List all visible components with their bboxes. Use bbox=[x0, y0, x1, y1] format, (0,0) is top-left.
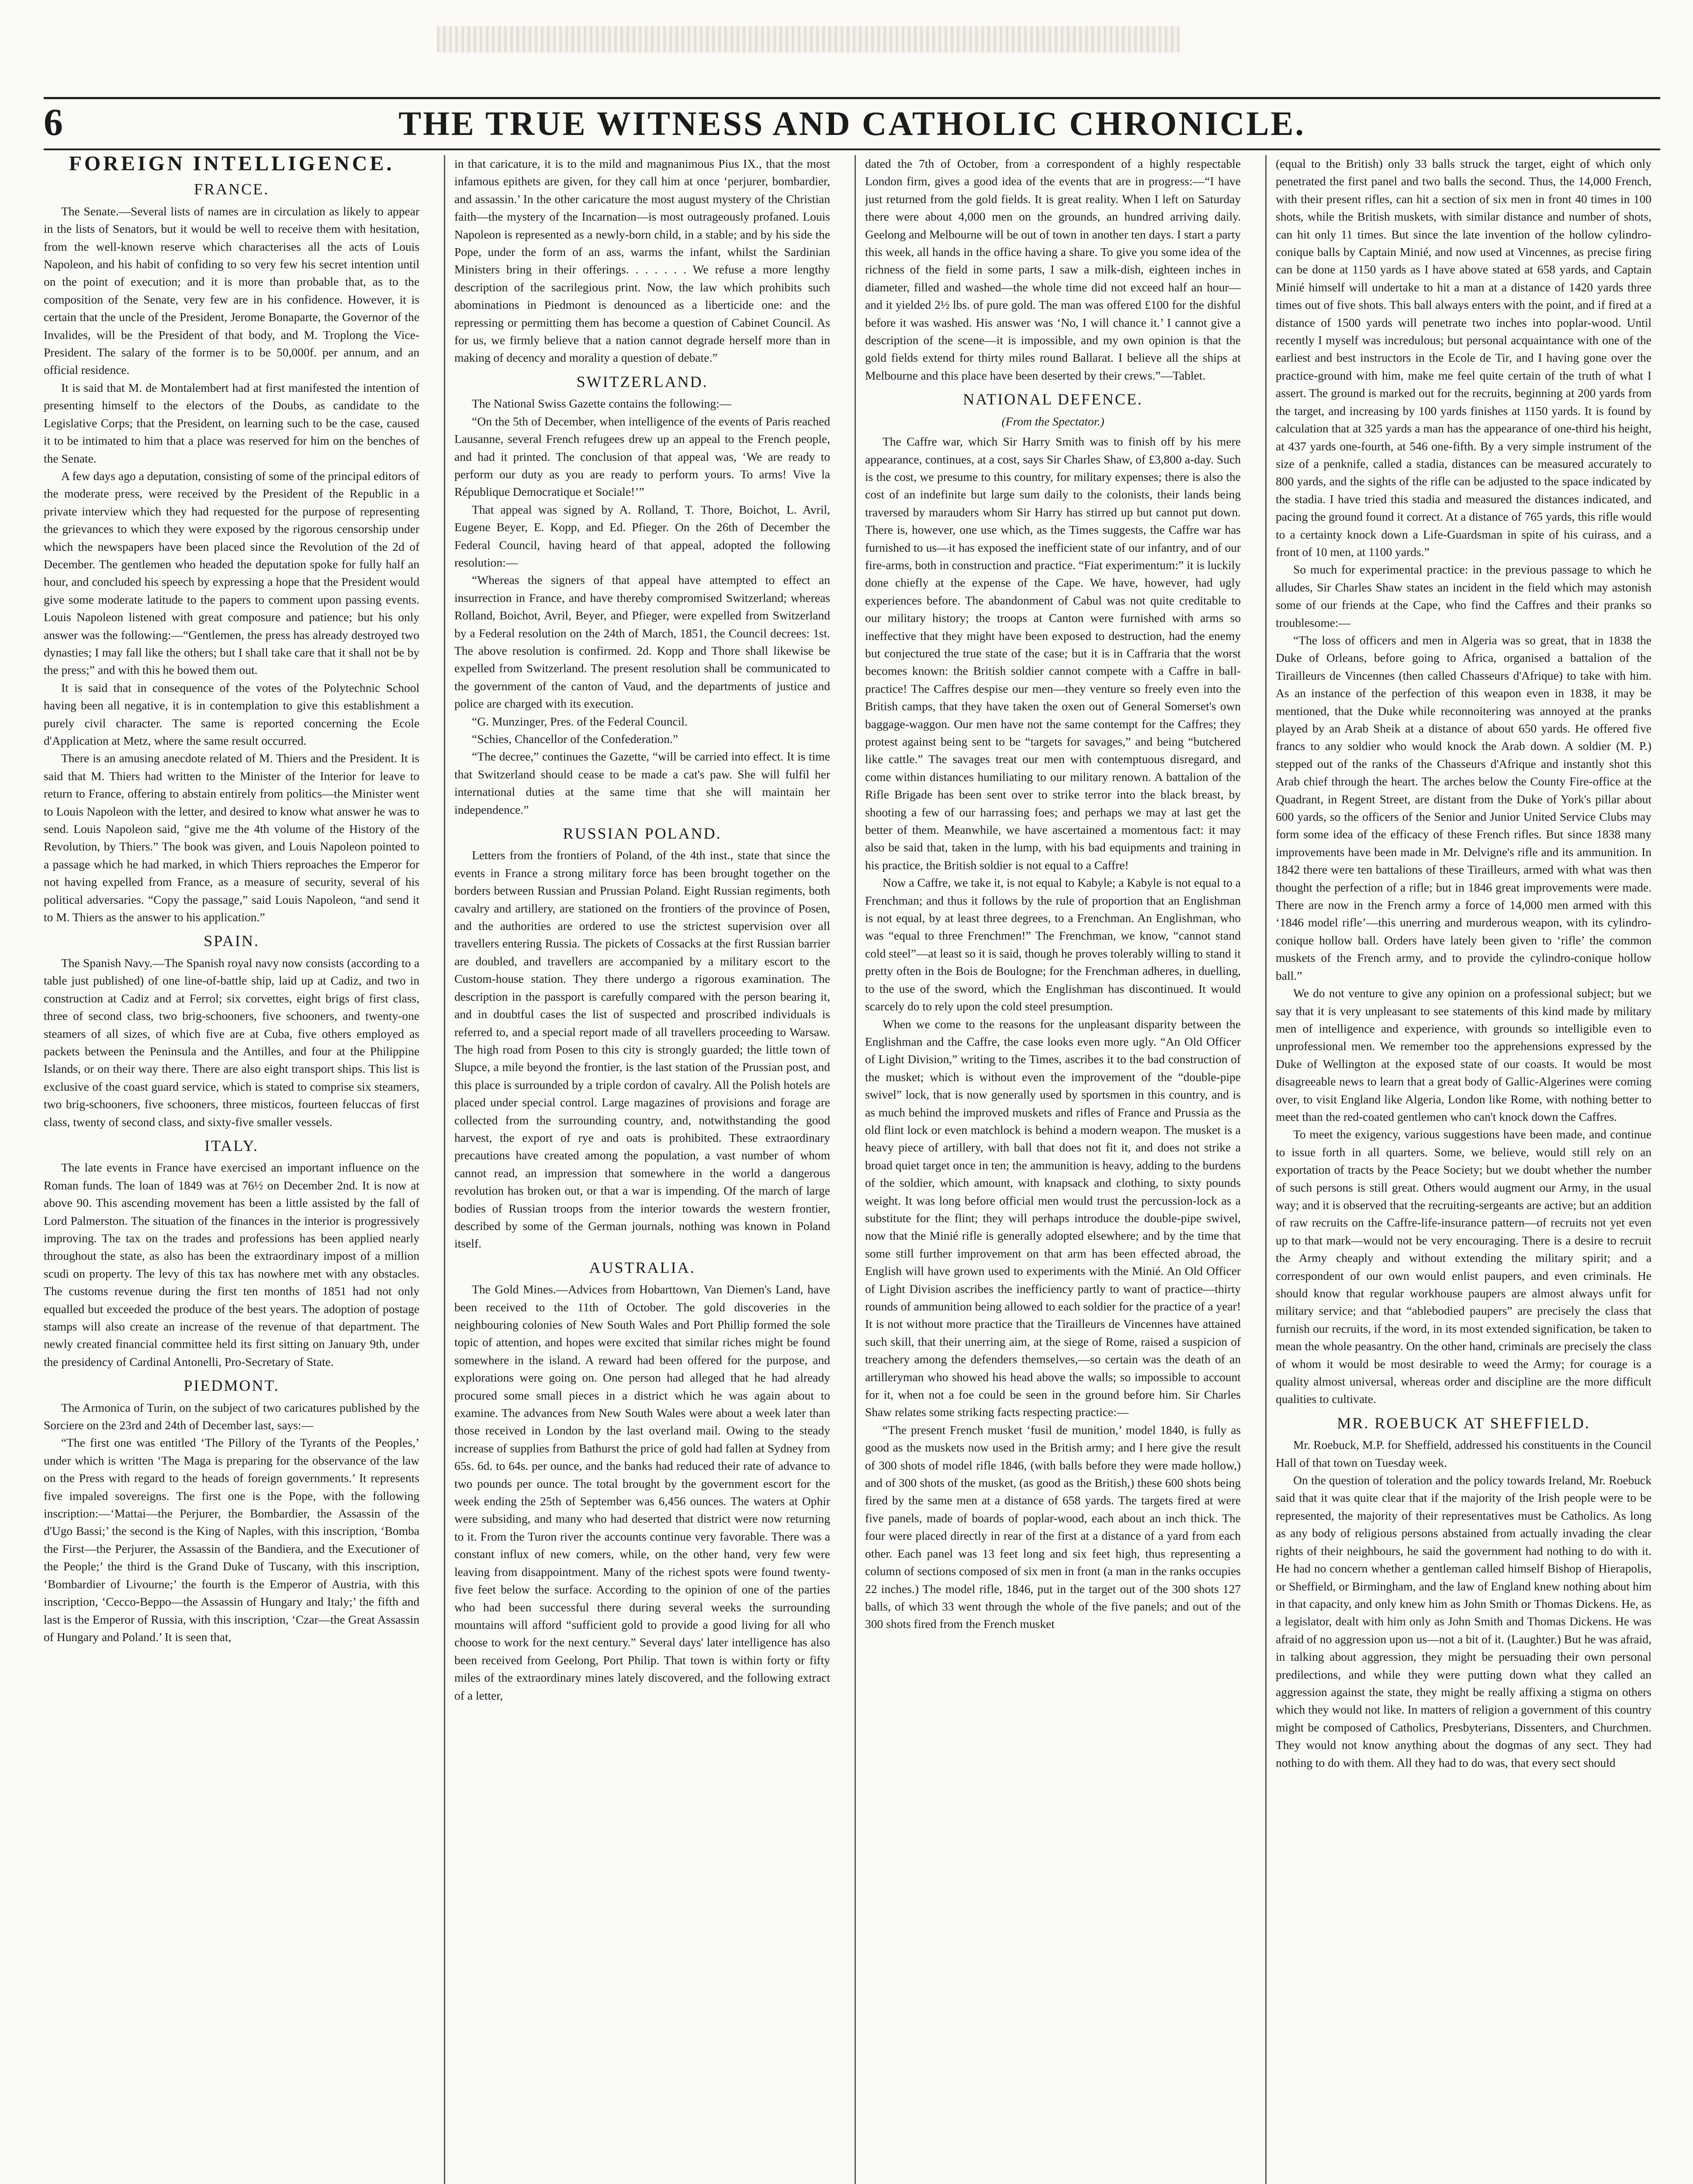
article-heading: FRANCE. bbox=[194, 180, 270, 198]
article-heading: SPAIN. bbox=[204, 932, 260, 950]
running-head: THE TRUE WITNESS AND CATHOLIC CHRONICLE. bbox=[398, 104, 1305, 142]
paragraph: So much for experimental practice: in the previous passage to which he alludes, Sir Charles Shaw states an incident in the field which may astonish some of our friends at the Cape, who find the Caffres and their pranks so troublesome:— bbox=[1276, 563, 1651, 629]
paragraph: Now a Caffre, we take it, is not equal to Kabyle; a Kabyle is not equal to a Frenchman; and thus it follows by the rule of proportion that an Englishman is not equal, by at least three degrees, to a Frenchman. An Englishman, who was “equal to three Frenchmen!” The Frenchman, we know, “cannot stand cold steel”—at least so it is said, though he proves tolerably willing to stand it pretty often in the Bois de Boulogne; for the Frenchman adheres, in duelling, to the use of the sword, which the Englishman has discontinued. It would scarcely do to rely upon the cold steel presumption. bbox=[865, 876, 1241, 1013]
paragraph: “The present French musket ‘fusil de munition,’ model 1840, is fully as good as the muskets now used in the British army; and I here give the result of 300 shots of model rifle 1846, (with balls before they were made hollow,) and of 300 shots of the musket, (as good as the British,) these 600 shots being fired by the same men at a distance of 658 yards. The targets fired at were five panels, made of boards of poplar-wood, each about an inch thick. The four were placed directly in rear of the first at a distance of a yard from each other. Each panel was 13 feet long and six feet high, thus representing a column of sections composed of six men in front (a man in the ranks occupies 22 inches.) The model rifle, 1846, put in the target out of the 300 shots 127 balls, of which 33 went through the whole of the five panels; and out of the 300 shots fired from the French musket bbox=[865, 1423, 1241, 1631]
paragraph: The Caffre war, which Sir Harry Smith was to finish off by his mere appearance, continues, at a cost, says Sir Charles Shaw, of £3,800 a-day. Such is the cost, we presume to this country, for military expenses; there is also the cost of an indefinite but large sum daily to the colonists, their lands being traversed by marauders whom Sir Harry has stirred up but cannot put down. There is, however, one use which, as the Times suggests, the Caffre war has furnished to us—it has exposed the inefficient state of our infantry, and of our fire-arms, both in construction and practice. “Fiat experimentum:” it is luckily done chiefly at the expense of the Cape. We have, however, had ugly experiences before. The abandonment of Cabul was not quite creditable to our military history; the troops at Canton were furnished with arms so ineffective that they might have been exposed to destruction, had the enemy but conjectured the true state of the case; but it is in Caffraria that the worst becomes known: the British soldier cannot compete with a Caffre in ball-practice! The Caffres despise our men—they venture so freely even into the British camps, that they have taken the oxen out of General Somerset's own baggage-waggon. Our men have not the same contempt for the Caffres; they protest against being sent to be “targets for savages,” and being “butchered like cattle.” The savages treat our men with contemptuous disregard, and come within distances humiliating to our military renown. A battalion of the Rifle Brigade has been sent over to strike terror into the black breast, by shooting a few of our harrassing foes; and perhaps we may at last get the better of them. Meanwhile, we have ascertained a momentous fact: it may also be said that, taken in the lump, with his bad equipments and training in his practice, the British soldier is not equal to a Caffre! bbox=[865, 435, 1241, 872]
article-source: (From the Spectator.) bbox=[1001, 414, 1104, 428]
paragraph: “The decree,” continues the Gazette, “will be carried into effect. It is time that Switzerland should cease to be made a cat's paw. She will fulfil her international duties at the same time that she will maintain her independence.” bbox=[454, 750, 830, 816]
paragraph: Letters from the frontiers of Poland, of the 4th inst., state that since the events in France a strong military force has been brought together on the borders between Russian and Prussian Poland. Eight Russian regiments, both cavalry and artillery, are stationed on the frontiers of the province of Posen, and the authorities are ordered to use the strictest supervision over all travellers entering Russia. The pickets of Cossacks at the first Russian barrier are doubled, and travellers are accompanied by a military escort to the Custom-house station. They there undergo a rigorous examination. The description in the passport is carefully compared with the person bearing it, and in doubtful cases the list of suspected and proscribed individuals is referred to, and a special report made of all travellers proceeding to Warsaw. The high road from Posen to this city is strongly guarded; the little town of Slupce, a mile beyond the frontier, is the last station of the Prussian post, and this place is surrounded by a triple cordon of cavalry. All the Polish hotels are placed under special control. Large magazines of provisions and forage are collected from the surrounding country, and, notwithstanding the good harvest, the export of rye and oats is prohibited. These extraordinary precautions have created among the population, a vast number of whom cannot read, an impression that somewhere in the world a dangerous revolution has broken out, or that a war is impending. Of the march of large bodies of Russian troops from the interior towards the western frontier, described by some of the German journals, nothing was known in Poland itself. bbox=[454, 848, 830, 1251]
paragraph: It is said that M. de Montalembert had at first manifested the intention of presenting himself to the electors of the Doubs, as candidate to the Legislative Corps; that the President, on learning such to be the case, caused it to be intimated to him that a place was reserved for him on the benches of the Senate. bbox=[44, 380, 419, 465]
paragraph: There is an amusing anecdote related of M. Thiers and the President. It is said that M. Thiers had written to the Minister of the Interior for leave to return to France, offering to abstain entirely from politics—the Minister went to Louis Napoleon with the letter, and desired to know what answer he was to send. Louis Napoleon said, “give me the 4th volume of the History of the Revolution, by Thiers.” The book was given, and Louis Napoleon pointed to a passage which he had marked, in which Thiers reproaches the Emperor for not having expelled from France, as a measure of security, several of his political adversaries. “Copy the passage,” said Louis Napoleon, “and send it to M. Thiers as the answer to his application.” bbox=[44, 751, 419, 924]
article-heading: SWITZERLAND. bbox=[576, 373, 708, 390]
paragraph: A few days ago a deputation, consisting of some of the principal editors of the moderate press, were received by the President of the Republic in a private interview which they had requested for the purpose of representing the grievances to which they were exposed by the rigorous censorship under which the newspapers have been placed since the Revolution of the 2d of December. The gentlemen who headed the deputation spoke for fully half an hour, and concluded his speech by expressing a hope that the President would give some moderate latitude to the papers to comment upon passing events. Louis Napoleon listened with great composure and patience; but his only answer was the following:—“Gentlemen, the press has already destroyed two dynasties; I may fall like the others; but I shall take care that it shall not be by the press;” and with this he bowed them out. bbox=[44, 469, 419, 677]
column-4 bbox=[1276, 155, 1651, 2184]
paragraph: (equal to the British) only 33 balls struck the target, eight of which only penetrated the first panel and two balls the second. Thus, the 14,000 French, with their present rifles, can hit a section of six men in front 40 times in 100 shots, while the British muskets, with similar distance and number of shots, can hit only 11 times. But since the late invention of the hollow cylindro-conique balls by Captain Minié, and now used at Vincennes, as precise firing can be done at 1150 yards as I have above stated at 658 yards, and Captain Minié himself will undertake to hit a man at a distance of 1420 yards three times out of five shots. This ball always enters with the point, and if fired at a distance of 1500 yards will penetrate two inches into poplar-wood. Until recently I myself was incredulous; but personal acquaintance with one of the earliest and best instructors in the Ecole de Tir, and I having gone over the practice-ground with him, make me feel quite certain of the truth of what I assert. The ground is marked out for the recruits, beginning at 200 yards from the target, and increasing by 100 yards finishes at 1150 yards. It is found by calculation that at 325 yards a man has the appearance of one-third his height, at 437 yards one-fourth, at 546 one-fifth. By a very simple instrument of the size of a penknife, called a stadia, distances can be measured accurately to 800 yards, and the sights of the rifle can be adjusted to the space indicated by the stadia. I have tried this stadia and measured the distances indicated, and pacing the ground found it correct. At a distance of 765 yards, this rifle would to a certainty knock down a Life-Guardsman in spite of his cuirass, and a front of 10 men, at 1100 yards.” bbox=[1276, 157, 1651, 559]
column-3 bbox=[865, 155, 1241, 2184]
paragraph: The Armonica of Turin, on the subject of two caricatures published by the Sorciere on the 23rd and 24th of December last, says:— bbox=[44, 1400, 419, 1432]
page-number: 6 bbox=[44, 101, 63, 144]
paragraph: The National Swiss Gazette contains the following:— bbox=[472, 397, 732, 411]
paragraph: It is said that in consequence of the votes of the Polytechnic School having been all negative, it is in contemplation to give this establishment a purely civil character. The same is reported concerning the Ecole d'Application at Metz, where the same result occurred. bbox=[44, 681, 419, 747]
article-heading: RUSSIAN POLAND. bbox=[563, 825, 722, 843]
paragraph: That appeal was signed by A. Rolland, T. Thore, Boichot, L. Avril, Eugene Beyer, E. Kopp, and Ed. Pfieger. On the 26th of December the Federal Council, having heard of that appeal, adopted the following resolution:— bbox=[454, 502, 830, 569]
paragraph: in that caricature, it is to the mild and magnanimous Pius IX., that the most infamous epithets are given, for they call him at once ‘perjurer, bombardier, and assassin.’ In the other caricature the most august mystery of the Christian faith—the mystery of the Incarnation—is most outrageously profaned. Louis Napoleon is represented as a newly-born child, in a stable; and by his side the Pope, under the form of an ass, warms the infant, whilst the Sardinian Ministers bring in their offerings. . . . . . . We refuse a more lengthy description of the sacrilegious print. Now, the law which prohibits such abominations in Piedmont is denounced as a liberticide one: and the repressing or permitting them has become a question of Cabinet Council. As for us, we firmly believe that a nation cannot degrade herself more than in making of decency and morality a question of debate.” bbox=[454, 157, 830, 365]
top-rule bbox=[44, 97, 1660, 99]
column-1 bbox=[44, 155, 419, 2184]
paragraph: “The first one was entitled ‘The Pillory of the Tyrants of the Peoples,’ under which is written ‘The Maga is preparing for the observance of the law on the Press with regard to the heads of foreign governments.’ It represents five impaled sovereigns. The first one is the Pope, with the following inscription:—‘Mattai—the Perjurer, the Bombardier, the Assassin of the d'Ugo Bassi;’ the second is the King of Naples, with this inscription, ‘Bomba the First—the Perjurer, the Assassin of the Bandiera, and the Executioner of the People;’ the third is the Grand Duke of Tuscany, with this inscription, ‘Bombardier of Livourne;’ the fourth is the Emperor of Austria, with this inscription, ‘Cecco-Beppo—the Assassin of Hungary and Italy;’ the fifth and last is the Emperor of Russia, with this inscription, ‘Czar—the Great Assassin of Hungary and Poland.’ It is seen that, bbox=[44, 1436, 419, 1644]
paragraph: On the question of toleration and the policy towards Ireland, Mr. Roebuck said that it was quite clear that if the majority of the Irish people were to be represented, the majority of their representatives must be Catholics. As long as any body of religious persons abstained from actually invading the clear rights of their neighbours, he said the government had nothing to do with it. He had no concern whether a gentleman called himself Bishop of Hierapolis, or Sheffield, or Birmingham, and the law of England knew nothing about him in that capacity, and only knew him as John Smith or Thomas Dickens. He, as a legislator, dealt with him only as John Smith and Thomas Dickens. He was afraid of no aggression upon us—not a bit of it. (Laughter.) But he was afraid, in talking about aggression, they might be persuading their own personal predilections, and while they were putting down what they called an aggression against the state, they might be really affixing a stigma on others which they would not like. In matters of religion a government of this country might be composed of Catholics, Presbyterians, Dissenters, and Churchmen. They would not know anything about the dogmas of any sect. They had nothing to do with them. All they had to do was, that every sect should bbox=[1276, 1473, 1651, 1769]
paragraph: The Gold Mines.—Advices from Hobarttown, Van Diemen's Land, have been received to the 11th of October. The gold discoveries in the neighbouring colonies of New South Wales and Port Phillip formed the sole topic of attention, and hopes were excited that similar riches might be found somewhere in the island. A reward had been offered for the purpose, and explorations were going on. One person had alleged that he had already procured some small pieces in a district which he was again about to examine. The advances from New South Wales were about a week later than those received in London by the last overland mail. Owing to the steady increase of supplies from Bathurst the price of gold had fallen at Sydney from 65s. 6d. to 64s. per ounce, and the banks had reduced their rate of advance to two pounds per ounce. The total brought by the government escort for the week ending the 25th of September was 6,456 ounces. The waters at Ophir were subsiding, and many who had deserted that district were now returning to it. From the Turon river the accounts continue very favorable. There was a constant influx of new comers, while, on the other hand, very few were leaving from disappointment. Many of the richest spots were found twenty-five feet below the surface. According to the opinion of one of the parties who had been successful there during several weeks the surrounding mountains will afford “sufficient gold to provide a good living for all who choose to work for the next century.” Several days' later intelligence has also been received from Geelong, Port Philip. That town is within forty or fifty miles of the extraordinary mines lately discovered, and the following extract of a letter, bbox=[454, 1282, 830, 1702]
column-divider bbox=[855, 155, 856, 2184]
section-main-heading: FOREIGN INTELLIGENCE. bbox=[69, 155, 395, 175]
column-divider bbox=[444, 155, 445, 2184]
paragraph: “Schies, Chancellor of the Confederation.” bbox=[472, 732, 678, 746]
article-heading: MR. ROEBUCK AT SHEFFIELD. bbox=[1337, 1414, 1590, 1432]
paragraph: When we come to the reasons for the unpleasant disparity between the Englishman and the Caffre, the case looks even more ugly. “An Old Officer of Light Division,” writing to the Times, ascribes it to the bad construction of the musket; which is without even the improvement of the “double-pipe swivel” lock, that is now generally used by sportsmen in this country, and is as much behind the improved muskets and rifles of France and Prussia as the old flint lock or even matchlock is behind a modern weapon. The musket is a heavy piece of artillery, with ball that does not fit it, and does not strike a broad quiet target once in ten; the ammunition is heavy, adding to the burdens of the soldier, which amount, with knapsack and clothing, to sixty pounds weight. It was long before official men would trust the percussion-lock as a substitute for the flint; they will perhaps introduce the double-pipe swivel, now that the Minié rifle is generally adopted elsewhere; and by the time that some still further improvement on that arm has been effected abroad, the English will have grown used to experiments with the Minié. An Old Officer of Light Division ascribes the inefficiency partly to want of practice—thirty rounds of ammunition being allowed to each soldier for the practice of a year! It is not without more practice that the Tirailleurs de Vincennes have attained such skill, that their unerring aim, at the siege of Rome, raised a suspicion of treachery among the defenders themselves,—so certain was the death of an artilleryman who showed his head above the walls; so impossible to account for it, when not a foe could be seen in the ground before him. Sir Charles Shaw relates some striking facts respecting practice:— bbox=[865, 1017, 1241, 1419]
masthead bbox=[44, 100, 1660, 149]
paragraph: Mr. Roebuck, M.P. for Sheffield, addressed his constituents in the Council Hall of that town on Tuesday week. bbox=[1276, 1438, 1651, 1469]
masthead-rule bbox=[44, 149, 1660, 150]
paragraph: The late events in France have exercised an important influence on the Roman funds. The loan of 1849 was at 76½ on December 2nd. It is now at above 90. This ascending movement has been a little assisted by the fall of Lord Palmerston. The situation of the finances in the interior is progressively improving. The tax on the trades and professions has been applied nearly throughout the state, as also has been the extraordinary impost of a million scudi on property. The levy of this tax has nowhere met with any obstacles. The customs revenue during the first ten months of 1851 had not only equalled but exceeded the produce of the best years. The adoption of postage stamps will also create an increase of the revenue of that department. The newly created financial committee held its first sitting on January 9th, under the presidency of Cardinal Antonelli, Pro-Secretary of State. bbox=[44, 1161, 419, 1368]
article-heading: PIEDMONT. bbox=[183, 1377, 280, 1395]
paragraph: dated the 7th of October, from a correspondent of a highly respectable London firm, gives a good idea of the events that are in progress:—“I have just returned from the gold fields. It is great reality. When I left on Saturday there were about 4,000 men on the grounds, an hundred arriving daily. Geelong and Melbourne will be out of town in another ten days. I start a party this week, all hands in the office having a share. To give you some idea of the richness of the field in some parts, I saw a milk-dish, eighteen inches in diameter, filled and washed—the whole time did not exceed half an hour—and it yielded 2½ lbs. of pure gold. The man was offered £100 for the dishful before it was washed. His answer was ‘No, I will chance it.’ I cannot give a description of the scene—it is impossible, and my own opinion is that the gold fields extend for thirty miles round Ballarat. I believe all the ships at Melbourne and this place have been deserted by their crews.”—Tablet. bbox=[865, 157, 1241, 382]
paragraph: We do not venture to give any opinion on a professional subject; but we say that it is very unpleasant to see statements of this kind made by military men of intelligence and experience, with grounds so intelligible even to unprofessional men. We remember too the apprehensions expressed by the Duke of Wellington at the exposed state of our coasts. It would be most disagreeable news to learn that a great body of Gallic-Algerines were coming over, to visit England like Algeria, London like Rome, with nothing better to meet than the red-coated gentlemen who can't knock down the Caffres. bbox=[1276, 986, 1651, 1123]
paragraph: “Whereas the signers of that appeal have attempted to effect an insurrection in France, and have thereby compromised Switzerland; whereas Rolland, Boichot, Avril, Beyer, and Pfieger, were expelled from Switzerland by a Federal resolution on the 24th of March, 1851, the Council decrees: 1st. The above resolution is confirmed. 2d. Kopp and Thore shall likewise be expelled from Switzerland. The present resolution shall be communicated to the government of the canton of Vaud, and the departments of justice and police are charged with its execution. bbox=[454, 573, 830, 711]
column-divider bbox=[1265, 155, 1267, 2184]
paragraph: “On the 5th of December, when intelligence of the events of Paris reached Lausanne, several French refugees drew up an appeal to the French people, and had it printed. The conclusion of that appeal was, ‘We are ready to perform our duty as you are ready to perform yours. To arms! Vive la République Democratique et Sociale!’” bbox=[454, 414, 830, 499]
paragraph: To meet the exigency, various suggestions have been made, and continue to issue forth in all quarters. Some, we believe, would still rely on an exportation of tracts by the Peace Society; but we doubt whether the number of such persons is still great. Others would augment our Army, in the usual way; and it is observed that the recruiting-sergeants are active; but an addition of raw recruits on the Caffre-life-insurance pattern—of recruits not yet even up to that mark—would not be very encouraging. There is a desire to recruit the Army cheaply and without extending the military spirit; and a correspondent of our own would enlist paupers, and even criminals. He should know that regular workhouse paupers are almost always unfit for military service; and that “ablebodied paupers” are precisely the class that furnish our recruits, if the word, in its most extended signification, be taken to mean the whole peasantry. On the other hand, criminals are precisely the class of whom it would be most desirable to weed the Army; for courage is a quality almost universal, whereas order and discipline are the more difficult qualities to cultivate. bbox=[1276, 1127, 1651, 1406]
paragraph: “The loss of officers and men in Algeria was so great, that in 1838 the Duke of Orleans, before going to Africa, organised a battalion of the Tirailleurs de Vincennes (then called Chasseurs d'Afrique) to take with him. As an instance of the perfection of this weapon even in 1838, it may be mentioned, that the Duke while reconnoitering was annoyed at the pranks played by an Arab Sheik at a distance of about 650 yards. He offered five francs to any soldier who would knock the Arab down. A soldier (M. P.) stepped out of the ranks of the Chasseurs d'Afrique and instantly shot this Arab chief through the heart. The arches below the County Fire-office at the Quadrant, in Regent Street, are distant from the Duke of York's pillar about 600 yards, so the officers of the Senior and Junior United Service Clubs may form some idea of the efficacy of these French rifles. But since 1838 many improvements have been made in Mr. Delvigne's rifle and its ammunition. In 1842 there were ten battalions of these Tirailleurs, armed with what was then thought the perfection of a rifle; but in 1846 great improvements were made. There are now in the French army a force of 14,000 men armed with this ‘1846 model rifle’—this unerring and murderous weapon, with its cylindro-conique hollow ball. Orders have lately been given to ‘rifle’ the common muskets of the French army, and to provide the cylindro-conique hollow ball.” bbox=[1276, 633, 1651, 982]
paragraph: The Spanish Navy.—The Spanish royal navy now consists (according to a table just published) of one line-of-battle ship, laid up at Cadiz, and two in construction at Cadiz and at Ferrol; six corvettes, eight brigs of first class, three of second class, two brig-schooners, five schooners, and twenty-one steamers of all sizes, of which five are at Cuba, five others employed as packets between the Peninsula and the Antilles, and four at the Philippine Islands, or on their way there. There are also eight transport ships. This list is exclusive of the coast guard service, which is stated to comprise six steamers, two brig-schooners, five schooners, three misticos, fourteen feluccas of first class, twenty of second class, and sixty-five smaller vessels. bbox=[44, 956, 419, 1129]
article-heading: ITALY. bbox=[204, 1137, 259, 1154]
paragraph: “G. Munzinger, Pres. of the Federal Council. bbox=[472, 714, 688, 728]
paragraph: The Senate.—Several lists of names are in circulation as likely to appear in the lists of Senators, but it would be well to receive them with hesitation, from the well-known reserve which characterises all the acts of Louis Napoleon, and his habit of confiding to so very few his secret intention until on the point of execution; and it is more than probable that, as to the composition of the Senate, very few are in his confidence. However, it is certain that the uncle of the President, Jerome Bonaparte, the Governor of the Invalides, will be the President of that body, and M. Troplong the Vice-President. The salary of the former is to be 50,000f. per annum, and an official residence. bbox=[44, 204, 419, 377]
article-heading: NATIONAL DEFENCE. bbox=[963, 390, 1143, 408]
column-2 bbox=[454, 155, 830, 2184]
scan-noise bbox=[437, 26, 1180, 52]
article-heading: AUSTRALIA. bbox=[589, 1258, 696, 1276]
